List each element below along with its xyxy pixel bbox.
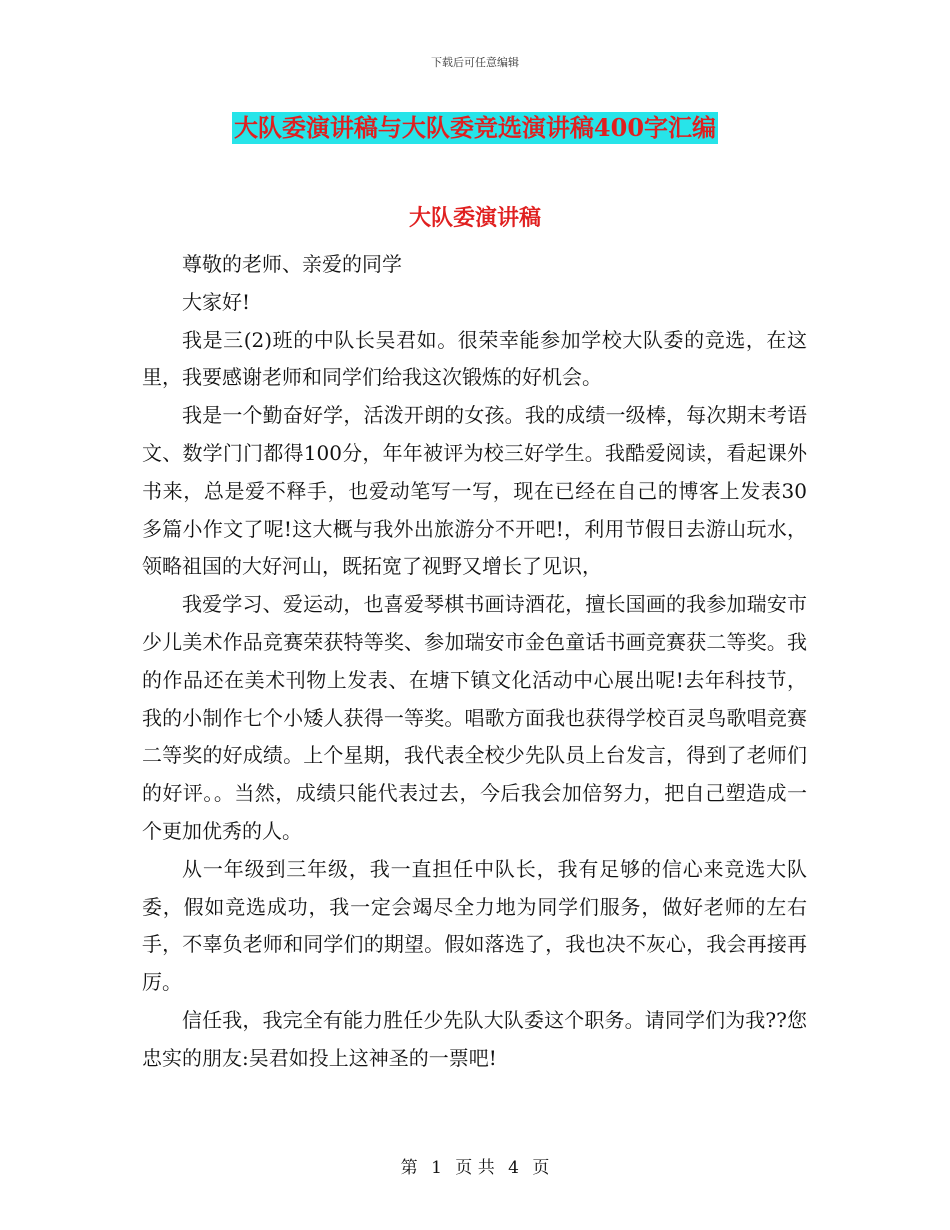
document-title-text: 大队委演讲稿与大队委竞选演讲稿400字汇编 [233,113,717,142]
speech-body [142,246,807,1078]
document-title [0,112,950,144]
footer-middle: 页 共 [455,1158,495,1178]
footer-prefix: 第 [400,1158,418,1178]
paragraph-intro: 我是三(2)班的中队长吴君如。很荣幸能参加学校大队委的竞选，在这里，我要感谢老师和同学们给我这次锻炼的好机会。 [142,327,807,390]
paragraph-study: 我是一个勤奋好学，活泼开朗的女孩。我的成绩一级棒，每次期末考语文、数学门门都得100分，年年被评为校三好学生。我酷爱阅读，看起课外书来，总是爱不释手，也爱动笔写一写，现在已经在自己的博客上发表30多篇小作文了呢!这大概与我外出旅游分不开吧!，利用节假日去游山玩水，领略祖国的大好河山，既拓宽了视野又增长了见识， [142,403,807,579]
greeting: 大家好! [182,289,251,314]
paragraph-closing: 信任我，我完全有能力胜任少先队大队委这个职务。请同学们为我??您忠实的朋友:吴君如投上这神圣的一票吧! [142,1007,807,1070]
footer-suffix: 页 [532,1158,550,1178]
section-title: 大队委演讲稿 [408,205,541,231]
paragraph-hobbies: 我爱学习、爱运动，也喜爱琴棋书画诗酒花，擅长国画的我参加瑞安市少儿美术作品竞赛荣获特等奖、参加瑞安市金色童话书画竞赛获二等奖。我的作品还在美术刊物上发表、在塘下镇文化活动中心展出呢!去年科技节，我的小制作七个小矮人获得一等奖。唱歌方面我也获得学校百灵鸟歌唱竞赛二等奖的好成绩。上个星期，我代表全校少先队员上台发言，得到了老师们的好评。。当然，成绩只能代表过去，今后我会加倍努力，把自己塑造成一个更加优秀的人。 [142,592,807,843]
footer-page-number: 1 [431,1158,442,1178]
salutation: 尊敬的老师、亲爱的同学 [182,252,402,276]
footer-page-total: 4 [508,1158,519,1178]
paragraph-commitment: 从一年级到三年级，我一直担任中队长，我有足够的信心来竞选大队委，假如竞选成功，我一定会竭尽全力地为同学们服务，做好老师的左右手，不辜负老师和同学们的期望。假如落选了，我也决不灰心，我会再接再厉。 [142,856,807,995]
page-footer [0,1153,950,1178]
header-note: 下载后可任意编辑 [431,56,519,69]
